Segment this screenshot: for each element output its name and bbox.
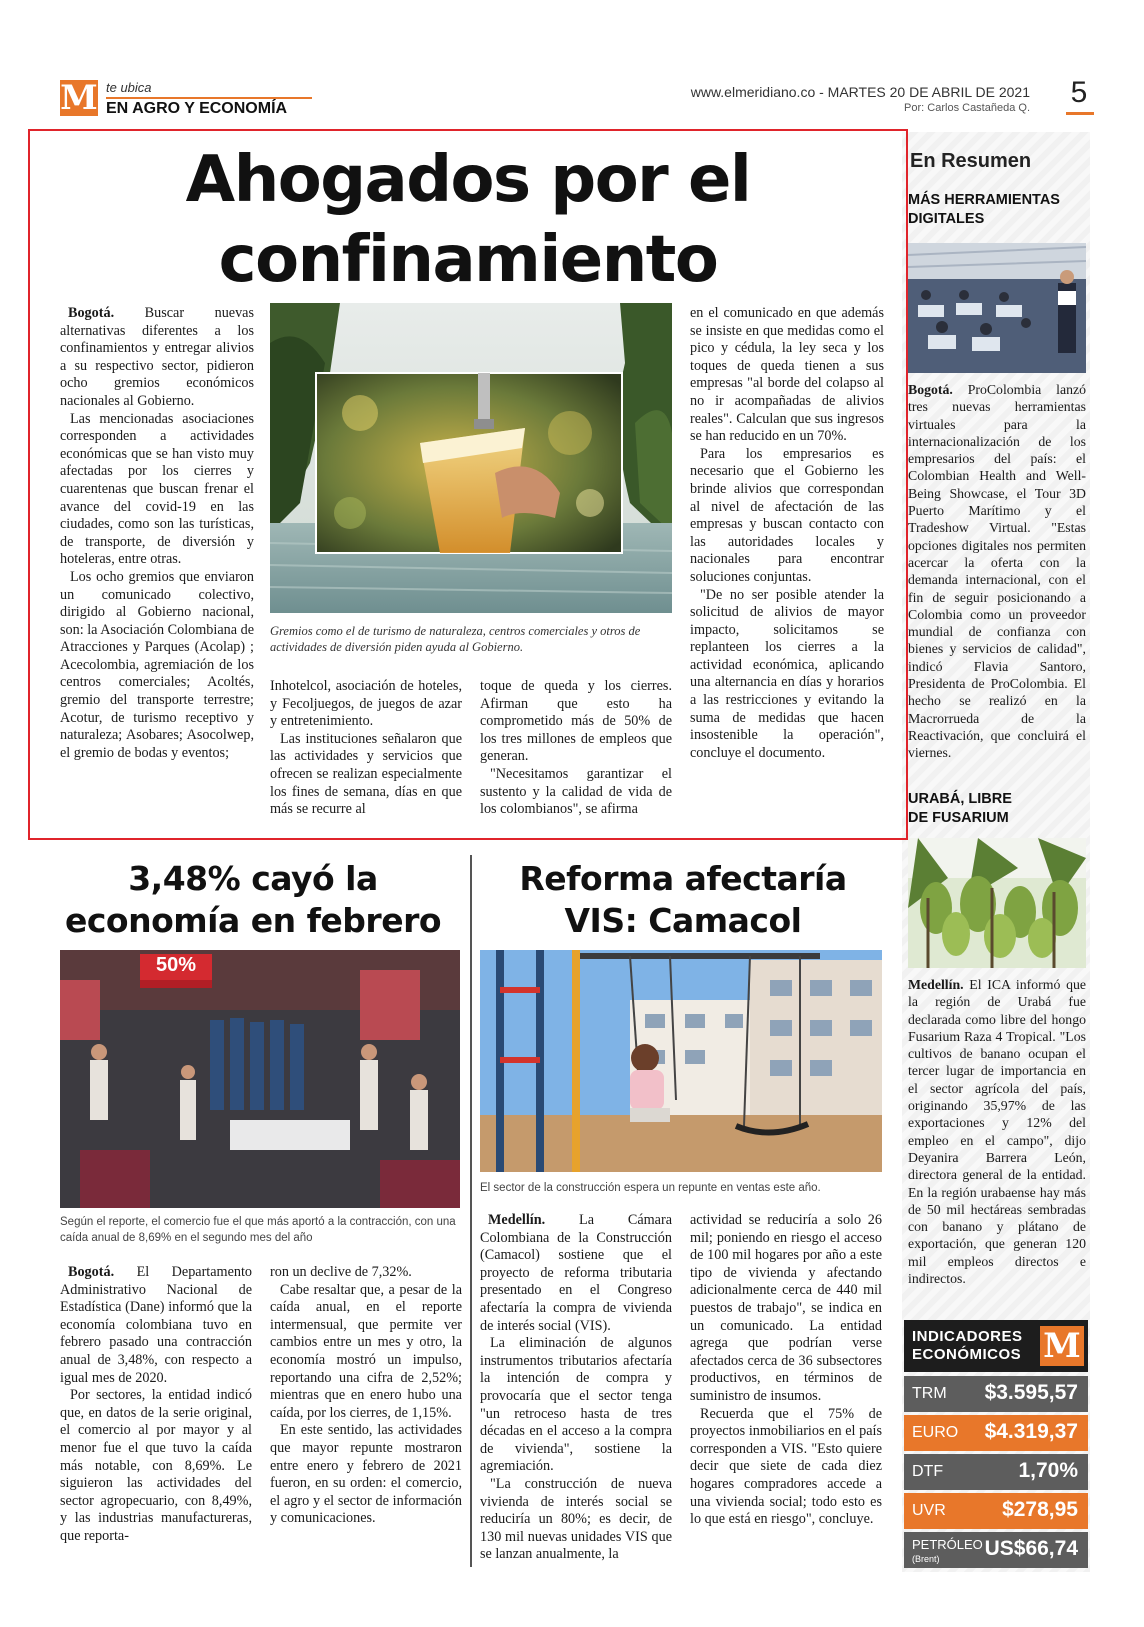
indicator-value: $278,95 <box>1002 1498 1078 1521</box>
sidebar-item1-body: ProColombia lanzó tres nuevas herramientas virtuales para la internacionalización de los empresarios del país: el Colombian Health and Well-Being Showcase, el Tour 3D Puerto Marítimo y el Tradeshow Virtual. "Estas opciones digitales nos permiten acercar la oferta con la demanda internacional, con el fin de seguir posicionando a Colombia como un proveedor mundial de confianza con bienes y servicios de calidad", indicó Flavia Santoro, Presidenta de ProColombia. El hecho se realizó en la Macrorrueda de la Reactivación, que concluirá el viernes. <box>908 382 1086 761</box>
paragraph: En este sentido, las actividades que mayor repunte mostraron entre enero y febrero de 2021 fueron, en su orden: el comercio, el agro y el sector de información y comunicaciones. <box>270 1422 462 1527</box>
section-rule <box>106 97 312 99</box>
indicator-row-euro <box>904 1415 1088 1451</box>
housing-article-col2 <box>690 1212 882 1529</box>
economy-article-col1 <box>60 1264 252 1546</box>
housing-article-col1 <box>480 1212 672 1564</box>
paragraph <box>60 1264 252 1387</box>
indicator-row-dtf <box>904 1454 1088 1490</box>
economy-photo-caption: Según el reporte, el comercio fue el que más aportó a la contracción, con una caída anual de 8,69% en el segundo mes del año <box>60 1216 456 1244</box>
paragraph: Los ocho gremios que enviaron un comunicado colectivo, dirigido al Gobierno nacional, son: la Asociación Colombiana de Atracciones y Parques (Acolap) ; Acecolombia, agremiación de los centros comerciales; Acoltés, gremio del transporte terrestre; Acotur, de turismo receptivo y naturaleza; Asobares; Asocolwep, el gremio de bodas y eventos; <box>60 568 254 761</box>
column-divider <box>470 855 472 1567</box>
page-number: 5 <box>1070 76 1088 109</box>
banana-plantation-photo <box>908 838 1086 968</box>
sidebar-item1-heading-line2: DIGITALES <box>908 211 985 227</box>
paragraph: Cabe resaltar que, a pesar de la caída anual, en el reporte intermensual, que permite ver cambios entre un mes y otro, la economía mostró un impulso, reportando una cifra de 2,52%; mientras que en enero hubo una caída, por los cierres, de 1,15%. <box>270 1281 462 1421</box>
sidebar-item1-heading <box>908 191 1084 229</box>
paragraph <box>480 1212 672 1335</box>
indicator-value: $3.595,57 <box>984 1381 1078 1404</box>
business-fair-photo <box>908 243 1086 373</box>
paragraph: Por sectores, la entidad indicó que, en datos de la serie original, el comercio al por mayor y al menor fue el que tuvo la caída más notable, con 8,69%. Le siguieron las actividades del sector agropecuario, con 8,49%, y las industrias manufactureras, que reporta- <box>60 1387 252 1544</box>
economy-article-col2 <box>270 1264 462 1528</box>
paragraph: Inhotelcol, asociación de hoteles, y Fecoljuegos, de juegos de azar y entretenimiento. <box>270 678 462 730</box>
paragraph-text: La Cámara Colombiana de la Construcción (Camacol) sostiene que el proyecto de reforma tributaria presentado en el Congreso afectaría la compra de vivienda de interés social (VIS). <box>480 1212 672 1334</box>
housing-headline-line1: Reforma afectaría <box>519 859 847 898</box>
main-article-col4 <box>690 305 884 762</box>
main-article-col3 <box>480 678 672 819</box>
paragraph: en el comunicado en que además se insiste en que medidas como el pico y cédula, la ley seca y los toques de queda tienen a sus empresas "al borde del colapso al no ir acompañadas de alivios reales". Calculan que sus ingresos se han reducido en un 70%. <box>690 305 884 445</box>
economy-headline-line2: economía en febrero <box>64 901 442 940</box>
byline: Por: Carlos Castañeda Q. <box>904 102 1030 114</box>
indicators-title-line1: INDICADORES <box>912 1328 1023 1345</box>
indicator-value: $4.319,37 <box>984 1420 1078 1443</box>
dateline-lead: Medellín. <box>488 1212 546 1228</box>
indicator-value: 1,70% <box>1018 1459 1078 1482</box>
main-article-col1 <box>60 305 254 762</box>
indicator-label: TRM <box>912 1385 947 1402</box>
indicators-title-line2: ECONÓMICOS <box>912 1346 1022 1363</box>
playground-swing-photo <box>480 950 882 1172</box>
paragraph: "Necesitamos garantizar el sustento y la calidad de vida de los colombianos", se afirma <box>480 765 672 818</box>
indicator-label: UVR <box>912 1502 946 1519</box>
beer-tap-photo <box>270 303 672 613</box>
paragraph <box>60 305 254 411</box>
paragraph-text: Buscar nuevas alternativas diferentes a los confinamientos y entregar alivios a su respectivo sector, pidieron ocho gremios económicos nacionales al Gobierno. <box>60 305 254 409</box>
housing-photo-caption: El sector de la construcción espera un repunte en ventas este año. <box>480 1182 821 1194</box>
indicator-label: DTF <box>912 1463 944 1480</box>
sidebar-item2-text <box>908 976 1086 1287</box>
indicator-row-trm <box>904 1376 1088 1412</box>
main-headline-line1: Ahogados por el <box>185 143 751 217</box>
paragraph: Las instituciones señalaron que las actividades y servicios que ofrecen se realizan especialmente los fines de semana, días en que más se recurre al <box>270 730 462 818</box>
sidebar-item1-text <box>908 381 1086 762</box>
housing-headline <box>480 858 886 942</box>
dateline-lead: Bogotá. <box>68 305 115 321</box>
paragraph: ron un declive de 7,32%. <box>270 1264 412 1280</box>
indicator-row-petroleo <box>904 1532 1088 1568</box>
indicator-label: EURO <box>912 1424 959 1441</box>
sale-sign: 50% <box>155 954 197 976</box>
main-headline <box>36 140 900 300</box>
paragraph: actividad se reduciría a solo 26 mil; poniendo en riesgo el acceso de 100 mil hogares por año a este tipo de vivienda y afectando adicionalmente cerca de 440 mil puestos de trabajo", se indica en un comunicado. La entidad agrega que podrían verse afectados cerca de 36 subsectores productivos, en términos de suministro de insumos. <box>690 1212 882 1404</box>
paragraph: Recuerda que el 75% de proyectos inmobiliarios en el país corresponden a VIS. "Esto quiere decir que siete de cada diez hogares compradores accede a una vivienda social; todo esto es lo que está en riesgo", concluye. <box>690 1405 882 1528</box>
indicator-sublabel: (Brent) <box>912 1554 940 1564</box>
paragraph: toque de queda y los cierres. Afirman que esto ha comprometido más de 50% de los tres millones de empleos que generan. <box>480 678 672 765</box>
paragraph: Para los empresarios es necesario que el Gobierno les brinde alivios que correspondan al nivel de afectación de las empresas y buscan contacto con las autoridades locales y nacionales para encontrar soluciones conjuntas. <box>690 445 884 585</box>
sidebar-item2-body: El ICA informó que la región de Urabá fue declarada como libre del hongo Fusarium Raza 4 Tropical. "Los cultivos de banano ocupan el tercer lugar de importancia en el sector agrícola del país, originando 35,97% de las exportaciones y 12% del empleo en el campo", dijo Deyanira Barrera León, directora general de la entidad. En la región urabaense hay más de 50 mil hectáreas sembradas con banano y plátano de exportación, que generan 120 mil empleos directos e indirectos. <box>908 977 1086 1287</box>
shopping-mall-photo <box>60 950 460 1208</box>
dateline-lead: Medellín. <box>908 977 964 992</box>
economy-headline-line1: 3,48% cayó la <box>128 859 378 898</box>
economy-headline <box>50 858 456 942</box>
indicator-row-uvr <box>904 1493 1088 1529</box>
paragraph-text: El Departamento Administrativo Nacional de Estadística (Dane) informó que la economía colombiana tuvo en febrero pasado una contracción anual de 3,48%, con respecto a igual mes de 2020. <box>60 1264 253 1386</box>
page-number-rule <box>1066 112 1094 115</box>
dateline-lead: Bogotá. <box>68 1264 115 1280</box>
sidebar-title: En Resumen <box>910 150 1032 172</box>
paragraph: "De no ser posible atender la solicitud de alivios de mayor impacto, solicitamos se replanteen los cierres a la actividad económica, aplicando una alternancia en días y horarios a las restricciones y evitando la suma de medidas que hacen insostenible la operación", concluye el documento. <box>690 586 884 761</box>
sidebar-item2-heading <box>908 790 1084 828</box>
sidebar-item1-heading-line1: MÁS HERRAMIENTAS <box>908 192 1060 208</box>
indicator-label: PETRÓLEO <box>912 1537 983 1552</box>
sidebar-item2-heading-line2: DE FUSARIUM <box>908 810 1009 826</box>
paragraph: Las mencionadas asociaciones corresponden a actividades económicas que se han visto muy afectadas por los cierres y cuarentenas que buscan frenar el avance del covid-19 en las ciudades, como son las turísticas, de transporte, de diversión y hoteleras, entre otras. <box>60 410 254 568</box>
dateline-lead: Bogotá. <box>908 382 953 397</box>
section-name: EN AGRO Y ECONOMÍA <box>106 100 288 117</box>
indicators-title <box>912 1328 1023 1364</box>
main-photo-caption: Gremios como el de turismo de naturaleza, centros comerciales y otros de actividades de diversión piden ayuda al Gobierno. <box>270 624 641 654</box>
paragraph: "La construcción de nueva vivienda de interés social se reduciría un 80%; es decir, de 130 mil nuevas unidades VIS que se lanzan anualmente, la <box>480 1475 672 1563</box>
main-article-col2 <box>270 678 462 819</box>
paragraph: La eliminación de algunos instrumentos tributarios afectaría la intención de compra y provocaría que el sector tenga "un retroceso hasta de tres décadas en el acceso a la compra de vivienda", sostiene la agremiación. <box>480 1335 672 1475</box>
housing-headline-line2: VIS: Camacol <box>564 901 802 940</box>
sidebar-item2-heading-line1: URABÁ, LIBRE <box>908 791 1012 807</box>
indicators-logo: M <box>1040 1326 1084 1366</box>
indicator-value: US$66,74 <box>984 1537 1078 1560</box>
main-headline-line2: confinamiento <box>218 223 718 297</box>
dateline: www.elmeridiano.co - MARTES 20 DE ABRIL DE 2021 <box>690 84 1030 100</box>
newspaper-logo: M <box>60 78 98 118</box>
section-kicker: te ubica <box>106 80 152 95</box>
